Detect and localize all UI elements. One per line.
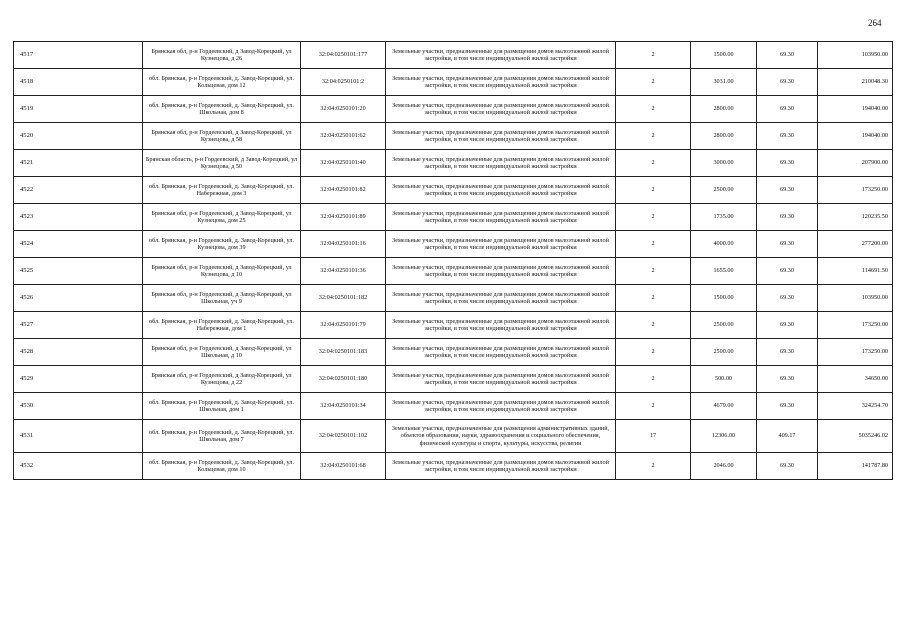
cadastral-value-cell: 103950.00 — [818, 285, 893, 312]
table-row — [14, 42, 893, 69]
table-row — [14, 231, 893, 258]
area-cell: 1500.00 — [691, 42, 757, 69]
specific-value-cell: 69.30 — [757, 312, 818, 339]
group-number-cell: 2 — [616, 69, 691, 96]
table-row — [14, 366, 893, 393]
cadastral-number-cell: 32:04:0250101:20 — [301, 96, 386, 123]
cadastral-value-cell: 34650.00 — [818, 366, 893, 393]
land-use-cell: Земельные участки, предназначенные для размещения домов малоэтажной жилой застройки, в том числе индивидуальной жилой застройки — [386, 393, 616, 420]
cadastral-value-cell: 173250.00 — [818, 177, 893, 204]
area-cell: 500.00 — [691, 366, 757, 393]
specific-value-cell: 69.30 — [757, 285, 818, 312]
table-row — [14, 339, 893, 366]
cadastral-value-cell: 5035246.02 — [818, 420, 893, 453]
row-number: 4527 — [14, 312, 143, 339]
group-number-cell: 2 — [616, 204, 691, 231]
group-number-cell: 17 — [616, 420, 691, 453]
group-number-cell: 2 — [616, 177, 691, 204]
cadastral-number-cell: 32:04:0250101:182 — [301, 285, 386, 312]
land-use-cell: Земельные участки, предназначенные для размещения домов малоэтажной жилой застройки, в том числе индивидуальной жилой застройки — [386, 231, 616, 258]
specific-value-cell: 69.30 — [757, 231, 818, 258]
area-cell: 2800.00 — [691, 96, 757, 123]
area-cell: 12306.00 — [691, 420, 757, 453]
specific-value-cell: 409.17 — [757, 420, 818, 453]
specific-value-cell: 69.30 — [757, 177, 818, 204]
area-cell: 4679.00 — [691, 393, 757, 420]
table-body — [14, 42, 893, 480]
address-cell: обл. Брянская, р-н Гордеевский, д. Завод-Корецкий, ул. Школьная, дом 8 — [143, 96, 301, 123]
group-number-cell: 2 — [616, 231, 691, 258]
row-number: 4526 — [14, 285, 143, 312]
address-cell: обл. Брянская, р-н Гордеевский, д. Завод-Корецкий, ул. Набережная, дом 3 — [143, 177, 301, 204]
group-number-cell: 2 — [616, 453, 691, 480]
area-cell: 3031.00 — [691, 69, 757, 96]
table-row — [14, 258, 893, 285]
land-use-cell: Земельные участки, предназначенные для размещения домов малоэтажной жилой застройки, в том числе индивидуальной жилой застройки — [386, 453, 616, 480]
specific-value-cell: 69.30 — [757, 453, 818, 480]
area-cell: 1500.00 — [691, 285, 757, 312]
cadastral-number-cell: 32:04:0250101:2 — [301, 69, 386, 96]
specific-value-cell: 69.30 — [757, 69, 818, 96]
specific-value-cell: 69.30 — [757, 42, 818, 69]
cadastral-value-cell: 324254.70 — [818, 393, 893, 420]
area-cell: 1655.00 — [691, 258, 757, 285]
row-number: 4531 — [14, 420, 143, 453]
specific-value-cell: 69.30 — [757, 258, 818, 285]
land-use-cell: Земельные участки, предназначенные для размещения домов малоэтажной жилой застройки, в том числе индивидуальной жилой застройки — [386, 312, 616, 339]
group-number-cell: 2 — [616, 42, 691, 69]
address-cell: обл. Брянская, р-н Гордеевский, д. Завод-Корецкий, ул. Школьная, дом 7 — [143, 420, 301, 453]
group-number-cell: 2 — [616, 258, 691, 285]
address-cell: обл. Брянская, р-н Гордеевский, д. Завод-Корецкий, ул. Кузнецова, дом 39 — [143, 231, 301, 258]
land-use-cell: Земельные участки, предназначенные для размещения домов малоэтажной жилой застройки, в том числе индивидуальной жилой застройки — [386, 339, 616, 366]
table-row — [14, 393, 893, 420]
area-cell: 1735.00 — [691, 204, 757, 231]
group-number-cell: 2 — [616, 285, 691, 312]
address-cell: Брянская обл, р-н Гордеевский, д Завод-Корецкий, ул Кузнецова, д 10 — [143, 258, 301, 285]
address-cell: обл. Брянская, р-н Гордеевский, д. Завод-Корецкий, ул. Кольцевая, дом 12 — [143, 69, 301, 96]
cadastral-number-cell: 32:04:0250101:79 — [301, 312, 386, 339]
row-number: 4524 — [14, 231, 143, 258]
area-cell: 2500.00 — [691, 312, 757, 339]
specific-value-cell: 69.30 — [757, 123, 818, 150]
table-row — [14, 204, 893, 231]
group-number-cell: 2 — [616, 393, 691, 420]
table-row — [14, 150, 893, 177]
row-number: 4528 — [14, 339, 143, 366]
row-number: 4520 — [14, 123, 143, 150]
land-use-cell: Земельные участки, предназначенные для размещения домов малоэтажной жилой застройки, в том числе индивидуальной жилой застройки — [386, 204, 616, 231]
group-number-cell: 2 — [616, 339, 691, 366]
row-number: 4517 — [14, 42, 143, 69]
row-number: 4529 — [14, 366, 143, 393]
cadastral-number-cell: 32:04:0250101:68 — [301, 453, 386, 480]
table-row — [14, 123, 893, 150]
cadastral-value-cell: 210048.30 — [818, 69, 893, 96]
cadastral-number-cell: 32:04:0250101:89 — [301, 204, 386, 231]
cadastral-value-cell: 194040.00 — [818, 96, 893, 123]
address-cell: Брянская обл, р-н Гордеевский, д Завод-Корецкий, ул Кузнецова, д 58 — [143, 123, 301, 150]
group-number-cell: 2 — [616, 123, 691, 150]
cadastral-value-cell: 194040.00 — [818, 123, 893, 150]
cadastral-value-cell: 173250.00 — [818, 312, 893, 339]
specific-value-cell: 69.30 — [757, 393, 818, 420]
cadastral-number-cell: 32:04:0250101:16 — [301, 231, 386, 258]
area-cell: 2800.00 — [691, 123, 757, 150]
land-use-cell: Земельные участки, предназначенные для размещения домов малоэтажной жилой застройки, в том числе индивидуальной жилой застройки — [386, 258, 616, 285]
area-cell: 2500.00 — [691, 339, 757, 366]
page-number: 264 — [868, 18, 882, 28]
land-use-cell: Земельные участки, предназначенные для размещения домов малоэтажной жилой застройки, в том числе индивидуальной жилой застройки — [386, 42, 616, 69]
cadastral-value-cell: 114691.50 — [818, 258, 893, 285]
table-row — [14, 453, 893, 480]
cadastral-value-cell: 141787.80 — [818, 453, 893, 480]
specific-value-cell: 69.30 — [757, 150, 818, 177]
land-use-cell: Земельные участки, предназначенные для размещения домов малоэтажной жилой застройки, в том числе индивидуальной жилой застройки — [386, 96, 616, 123]
cadastral-value-cell: 173250.00 — [818, 339, 893, 366]
cadastral-number-cell: 32:04:0250101:82 — [301, 177, 386, 204]
cadastral-number-cell: 32:04:0250101:40 — [301, 150, 386, 177]
address-cell: Брянская обл, р-н Гордеевский, д Завод-Корецкий, ул Школьная, уч 9 — [143, 285, 301, 312]
table-row — [14, 96, 893, 123]
area-cell: 3000.00 — [691, 150, 757, 177]
land-use-cell: Земельные участки, предназначенные для размещения административных зданий, объектов образования, науки, здравоохранения и социального обеспечения, физической культуры и спорта, культуры, искусства, религии — [386, 420, 616, 453]
cadastral-value-cell: 120235.50 — [818, 204, 893, 231]
address-cell: Брянская обл, р-н Гордеевский, д Завод-Корецкий, ул Кузнецова, дом 25 — [143, 204, 301, 231]
cadastral-number-cell: 32:04:0250101:36 — [301, 258, 386, 285]
land-use-cell: Земельные участки, предназначенные для размещения домов малоэтажной жилой застройки, в том числе индивидуальной жилой застройки — [386, 366, 616, 393]
row-number: 4530 — [14, 393, 143, 420]
land-use-cell: Земельные участки, предназначенные для размещения домов малоэтажной жилой застройки, в том числе индивидуальной жилой застройки — [386, 177, 616, 204]
cadastral-number-cell: 32:04:0250101:183 — [301, 339, 386, 366]
row-number: 4523 — [14, 204, 143, 231]
row-number: 4525 — [14, 258, 143, 285]
area-cell: 4000.00 — [691, 231, 757, 258]
area-cell: 2046.00 — [691, 453, 757, 480]
land-use-cell: Земельные участки, предназначенные для размещения домов малоэтажной жилой застройки, в том числе индивидуальной жилой застройки — [386, 69, 616, 96]
group-number-cell: 2 — [616, 150, 691, 177]
specific-value-cell: 69.30 — [757, 96, 818, 123]
row-number: 4518 — [14, 69, 143, 96]
cadastral-value-cell: 103950.00 — [818, 42, 893, 69]
specific-value-cell: 69.30 — [757, 339, 818, 366]
table-row — [14, 177, 893, 204]
land-use-cell: Земельные участки, предназначенные для размещения домов малоэтажной жилой застройки, в том числе индивидуальной жилой застройки — [386, 123, 616, 150]
table-row — [14, 312, 893, 339]
row-number: 4519 — [14, 96, 143, 123]
address-cell: обл. Брянская, р-н Гордеевский, д. Завод-Корецкий, ул. Кольцевая, дом 10 — [143, 453, 301, 480]
cadastral-number-cell: 32:04:0250101:177 — [301, 42, 386, 69]
group-number-cell: 2 — [616, 366, 691, 393]
row-number: 4522 — [14, 177, 143, 204]
address-cell: Брянская обл, р-н Гордеевский, д Завод-Корецкий, ул Школьная, д 10 — [143, 339, 301, 366]
row-number: 4532 — [14, 453, 143, 480]
address-cell: Брянская обл, р-н Гордеевский, д Завод-Корецкий, ул Кузнецова, д 22 — [143, 366, 301, 393]
address-cell: Брянская обл, р-н Гордеевский, д Завод-Корецкий, ул Кузнецова, д 26 — [143, 42, 301, 69]
cadastral-number-cell: 32:04:0250101:102 — [301, 420, 386, 453]
cadastral-number-cell: 32:04:0250101:34 — [301, 393, 386, 420]
group-number-cell: 2 — [616, 312, 691, 339]
specific-value-cell: 69.30 — [757, 366, 818, 393]
land-registry-table — [13, 41, 893, 480]
row-number: 4521 — [14, 150, 143, 177]
address-cell: Брянская область, р-н Гордеевский, д Завод-Корецкий, ул Кузнецова, д 50 — [143, 150, 301, 177]
table-row — [14, 69, 893, 96]
address-cell: обл. Брянская, р-н Гордеевский, д. Завод-Корецкий, ул. Школьная, дом 1 — [143, 393, 301, 420]
specific-value-cell: 69.30 — [757, 204, 818, 231]
table-row — [14, 285, 893, 312]
address-cell: обл. Брянская, р-н Гордеевский, д. Завод-Корецкий, ул. Набережная, дом 1 — [143, 312, 301, 339]
area-cell: 2500.00 — [691, 177, 757, 204]
table-row — [14, 420, 893, 453]
cadastral-value-cell: 277200.00 — [818, 231, 893, 258]
cadastral-number-cell: 32:04:0250101:62 — [301, 123, 386, 150]
land-use-cell: Земельные участки, предназначенные для размещения домов малоэтажной жилой застройки, в том числе индивидуальной жилой застройки — [386, 285, 616, 312]
cadastral-value-cell: 207900.00 — [818, 150, 893, 177]
cadastral-number-cell: 32:04:0250101:180 — [301, 366, 386, 393]
group-number-cell: 2 — [616, 96, 691, 123]
land-use-cell: Земельные участки, предназначенные для размещения домов малоэтажной жилой застройки, в том числе индивидуальной жилой застройки — [386, 150, 616, 177]
